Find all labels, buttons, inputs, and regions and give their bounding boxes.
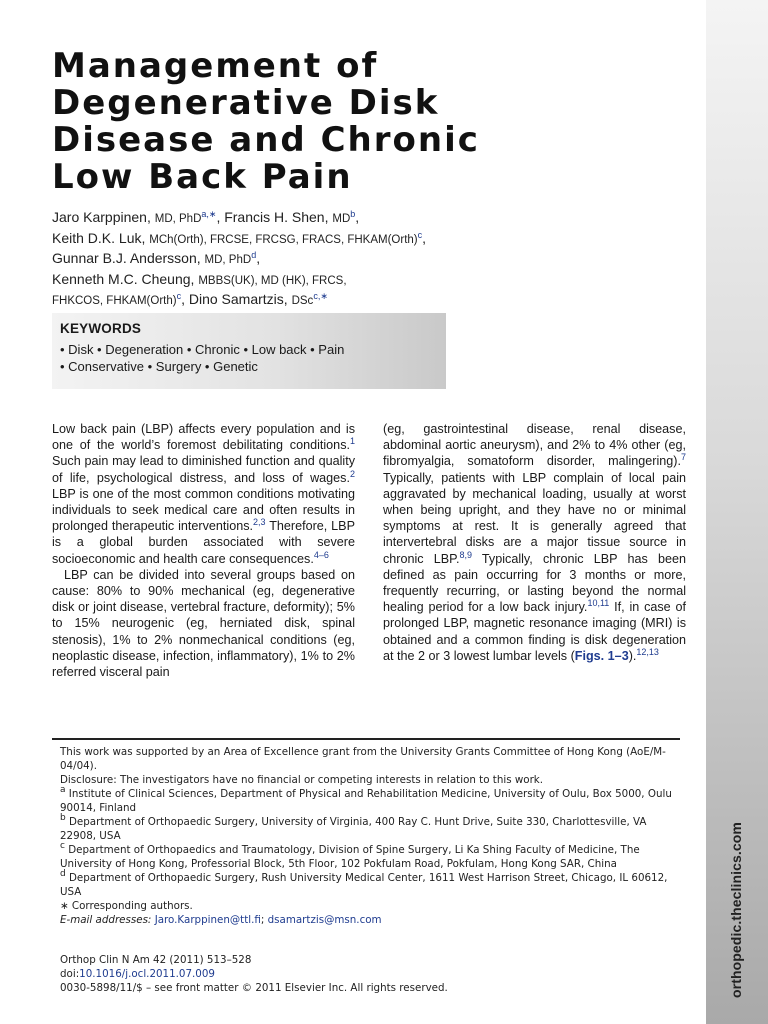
citation-ref[interactable]: 12,13 bbox=[636, 646, 659, 657]
author-separator: , bbox=[256, 250, 261, 266]
author-separator: , bbox=[216, 209, 221, 225]
citation-ref[interactable]: 2,3 bbox=[253, 517, 266, 528]
affiliation-text: Institute of Clinical Sciences, Department of Physical and Rehabilitation Medicine, University of Oulu, Box 5000, Oulu 90014, Finland bbox=[60, 788, 672, 814]
affiliation-marker[interactable]: b bbox=[350, 209, 356, 219]
author-line bbox=[52, 208, 492, 229]
body-paragraph: LBP can be divided into several groups based on cause: 80% to 90% mechanical (eg, degenerative disk or joint disease, vertebral fracture, deformity); 5% to 15% neurogenic (eg, herniated disk, spinal stenosis), 1% to 2% nonmechanical conditions (eg, neoplastic disease, infection, inflammatory), 1% to 2% referred visceral pain bbox=[52, 567, 355, 680]
author-degrees: MD, PhD bbox=[154, 213, 202, 225]
affiliation-marker[interactable]: d bbox=[251, 250, 257, 260]
affiliation-mark: a bbox=[60, 785, 66, 795]
email-link[interactable]: dsamartzis@msn.com bbox=[267, 914, 382, 926]
footnote-divider bbox=[52, 738, 680, 740]
keywords-line: • Conservative • Surgery • Genetic bbox=[60, 358, 258, 374]
figure-link[interactable]: Figs. 1–3 bbox=[574, 648, 629, 663]
affiliation-mark: d bbox=[60, 869, 66, 879]
keywords-line: • Disk • Degeneration • Chronic • Low back • Pain bbox=[60, 342, 345, 357]
body-text: Therefore, LBP is a global burden associated with severe socioeconomic and health care consequences. bbox=[52, 519, 355, 566]
citation-ref[interactable]: 10,11 bbox=[587, 598, 610, 609]
doi-link[interactable]: 10.1016/j.ocl.2011.07.009 bbox=[79, 968, 215, 980]
citation-ref[interactable]: 4–6 bbox=[313, 549, 329, 560]
body-paragraph bbox=[52, 421, 355, 567]
footnotes bbox=[60, 745, 680, 927]
author-name: Keith D.K. Luk, bbox=[52, 229, 146, 246]
author-name: Francis H. Shen, bbox=[224, 209, 329, 225]
keywords-heading: KEYWORDS bbox=[60, 321, 142, 336]
author-separator: , bbox=[181, 291, 185, 307]
email-separator: ; bbox=[260, 914, 265, 926]
author-degrees: DSc bbox=[291, 295, 314, 307]
author-list bbox=[52, 208, 492, 311]
body-text: Low back pain (LBP) affects every population and is one of the world’s foremost debilitating conditions. bbox=[52, 422, 355, 453]
author-name: Dino Samartzis, bbox=[188, 291, 288, 307]
author-degrees: MCh(Orth), FRCSE, FRCSG, FRACS, FHKAM(Orth) bbox=[149, 233, 418, 246]
author-degrees: MD bbox=[332, 213, 351, 225]
affiliation-marker[interactable]: c bbox=[176, 291, 182, 301]
author-name: Jaro Karppinen, bbox=[52, 209, 151, 225]
rights-line: 0030-5898/11/$ – see front matter © 2011 Elsevier Inc. All rights reserved. bbox=[60, 982, 448, 994]
keywords-box bbox=[52, 313, 446, 389]
doi-line bbox=[60, 967, 680, 981]
email-link[interactable]: Jaro.Karppinen@ttl.fi bbox=[154, 914, 261, 926]
journal-url[interactable]: orthopedic.theclinics.com bbox=[728, 822, 744, 998]
body-column-left bbox=[52, 421, 355, 680]
author-degrees: FHKCOS, FHKAM(Orth) bbox=[52, 295, 177, 307]
citation-ref[interactable]: 7 bbox=[680, 452, 686, 463]
body-text: Typically, patients with LBP complain of local pain aggravated by mechanical loading, usually at worst when being upright, and they have no or minimal symptoms at rest. It is generally agreed that intervertebral disks are a major tissue source in chronic LBP. bbox=[383, 470, 686, 566]
citation-ref[interactable]: 1 bbox=[349, 436, 355, 447]
affiliation-a bbox=[60, 787, 680, 815]
citation-line: Orthop Clin N Am 42 (2011) 513–528 bbox=[60, 954, 252, 966]
author-line bbox=[52, 270, 492, 291]
author-degrees: MD, PhD bbox=[204, 254, 252, 266]
affiliation-marker[interactable]: c bbox=[417, 229, 423, 240]
article-title bbox=[52, 48, 512, 196]
affiliation-text: Department of Orthopaedic Surgery, Rush University Medical Center, 1611 West Harrison Street, Chicago, IL 60612, USA bbox=[60, 872, 668, 898]
doi-label: doi: bbox=[60, 968, 80, 980]
author-separator: , bbox=[355, 209, 360, 225]
affiliation-marker[interactable]: c,∗ bbox=[313, 291, 328, 301]
affiliation-c bbox=[60, 843, 680, 871]
disclosure-note: Disclosure: The investigators have no financial or competing interests in relation to this work. bbox=[60, 774, 544, 786]
title-line: Low Back Pain bbox=[52, 157, 353, 197]
author-name: Gunnar B.J. Andersson, bbox=[52, 250, 201, 266]
body-paragraph: (eg, gastrointestinal disease, renal disease, abdominal aortic aneurysm), and 2% to 4% other (eg, fibromyalgia, somatoform disorder, malingering).$^7$ Typically, patients with LBP complain of local pain aggravated by mechanical loading, usually at worst when being upright, and they have no or minimal symptoms at rest. It is generally agreed that intervertebral disks are a major tissue source in chronic LBP.$^{8,9}$ Typically, chronic LBP has been defined as pain occurring for 3 months or more, frequently recurring, or lasting beyond the normal healing period for a low back injury.$^{10,11}$ If, in case of prolonged LBP, magnetic resonance imaging (MRI) is obtained and a common finding is disk degeneration at the 2 or 3 lowest lumbar levels (Figs. 1–3).$^{12,13}$ bbox=[383, 422, 686, 663]
affiliation-mark: b bbox=[60, 813, 66, 823]
journal-info bbox=[60, 953, 680, 995]
affiliation-mark: c bbox=[60, 841, 65, 851]
author-line bbox=[52, 249, 492, 270]
grant-note: This work was supported by an Area of Excellence grant from the University Grants Committee of Hong Kong (AoE/M-04/04). bbox=[60, 746, 666, 772]
title-line: Disease and Chronic bbox=[52, 120, 480, 160]
author-name: Kenneth M.C. Cheung, bbox=[52, 270, 195, 287]
affiliation-b bbox=[60, 815, 680, 843]
body-text: Typically, chronic LBP has been defined as pain occurring for 3 months or more, frequently recurring, or lasting beyond the normal healing period for a low back injury. bbox=[383, 551, 686, 615]
body-column-right bbox=[383, 421, 686, 664]
email-line bbox=[60, 913, 680, 927]
author-line bbox=[52, 290, 492, 311]
body-text: If, in case of prolonged LBP, magnetic resonance imaging (MRI) is obtained and a common finding is disk degeneration at the 2 or 3 lowest lumbar levels ( bbox=[383, 600, 686, 663]
author-degrees: MBBS(UK), MD (HK), FRCS, bbox=[198, 274, 347, 287]
affiliation-text: Department of Orthopaedic Surgery, University of Virginia, 400 Ray C. Hunt Drive, Suite 330, Charlottesville, VA 22908, USA bbox=[60, 816, 647, 842]
citation-ref[interactable]: 8,9 bbox=[459, 549, 472, 560]
author-separator: , bbox=[422, 229, 427, 246]
corresponding-note: ∗ Corresponding authors. bbox=[60, 900, 193, 912]
affiliation-marker[interactable]: a,∗ bbox=[201, 209, 217, 219]
body-text: Such pain may lead to diminished function and quality of life, psychological distress, and loss of wages. bbox=[52, 454, 355, 485]
affiliation-d bbox=[60, 871, 680, 899]
email-label: E-mail addresses: bbox=[60, 914, 152, 926]
title-line: Degenerative Disk bbox=[52, 83, 440, 123]
affiliation-text: Department of Orthopaedics and Traumatology, Division of Spine Surgery, Li Ka Shing Faculty of Medicine, The University of Hong Kong, Professorial Block, 5th Floor, 102 Pokfulam Road, Pokfulam, Hong Kong SAR, China bbox=[60, 844, 640, 870]
body-text: LBP is one of the most common conditions motivating individuals to seek medical care and often results in prolonged therapeutic interventions. bbox=[52, 486, 355, 534]
title-line: Management of bbox=[52, 46, 379, 86]
citation-ref[interactable]: 2 bbox=[349, 468, 355, 479]
author-line bbox=[52, 229, 492, 250]
body-text: ). bbox=[628, 648, 637, 663]
